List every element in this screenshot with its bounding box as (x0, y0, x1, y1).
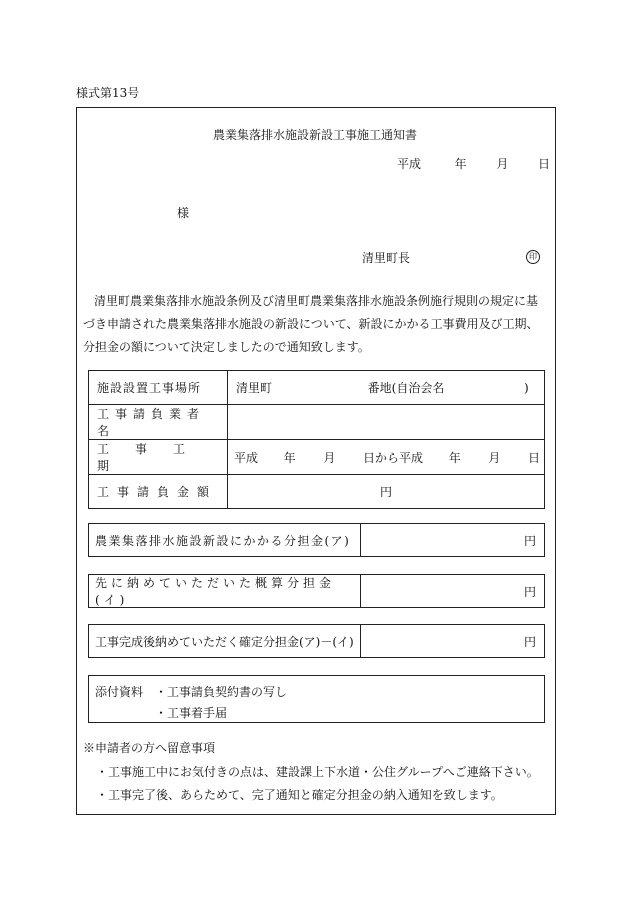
contractor-value (228, 405, 545, 440)
date-era: 平成 (397, 157, 422, 171)
charge-label: 先に納めていただいた概算分担金(イ) (89, 575, 361, 607)
date-line (397, 155, 550, 172)
period-month-end: 月 (488, 450, 501, 465)
period-year-end: 年 (448, 450, 461, 465)
date-day: 日 (538, 157, 551, 171)
amount-label: 工事請負金額 (89, 475, 228, 509)
attachments-label: 添付資料 (95, 685, 144, 699)
table-row (89, 371, 545, 405)
location-banchi: 番地(自治会名 (367, 381, 445, 395)
body-paragraph: 清里町農業集落排水施設条例及び清里町農業集落排水施設条例施行規則の規定に基づき申請された農業集落排水施設の新設について、新設にかかる工事費用及び工期、分担金の額について決定しましたので通知致します。 (83, 294, 539, 354)
charge-label: 工事完成後納めていただく確定分担金(ア)－(イ) (89, 625, 361, 657)
attachment-item: ・工事着手届 (155, 706, 228, 720)
table-row (89, 405, 545, 440)
contractor-label: 工事請負業者名 (89, 405, 228, 440)
location-value (228, 371, 545, 405)
location-label: 施設設置工事場所 (89, 371, 228, 405)
period-era: 平成 (234, 450, 259, 465)
period-label: 工事工期 (89, 440, 228, 475)
period-from: 日から平成 (363, 450, 424, 465)
notes-heading: ※申請者の方へ留意事項 (83, 741, 216, 755)
attachment-item: ・工事請負契約書の写し (155, 685, 288, 699)
amount-value (228, 475, 545, 509)
charge-unit: 円 (523, 584, 536, 599)
seal-mark (526, 248, 540, 264)
charge-row-b (88, 574, 545, 608)
period-month-start: 月 (323, 450, 336, 465)
charge-row-a (88, 523, 545, 557)
period-day-end: 日 (528, 450, 541, 465)
attachments-box (88, 675, 545, 723)
table-row (89, 475, 545, 509)
amount-unit: 円 (379, 485, 392, 499)
note-item: ・工事施工中にお気付きの点は、建設課上下水道・公住グループへご連絡下さい。 (96, 765, 539, 779)
period-year-start: 年 (283, 450, 296, 465)
charge-row-c (88, 624, 545, 658)
note-item: ・工事完了後、あらためて、完了通知と確定分担金の納入通知を致します。 (96, 788, 503, 802)
table-row (89, 440, 545, 475)
construction-info-table (88, 370, 545, 509)
document-title: 農業集落排水施設新設工事施工通知書 (212, 128, 417, 142)
charge-unit: 円 (523, 533, 536, 548)
period-value (228, 440, 545, 475)
addressee-suffix: 様 (177, 206, 190, 220)
location-close: ) (524, 381, 529, 395)
seal-icon: 印 (526, 250, 540, 264)
charge-label: 農業集落排水施設新設にかかる分担金(ア) (89, 524, 361, 556)
sender-title: 清里町長 (362, 251, 411, 265)
date-year: 年 (454, 157, 467, 171)
location-town: 清里町 (236, 381, 273, 395)
body-text (83, 290, 545, 359)
date-month: 月 (496, 157, 509, 171)
form-number: 様式第13号 (76, 86, 140, 100)
charge-unit: 円 (523, 634, 536, 649)
